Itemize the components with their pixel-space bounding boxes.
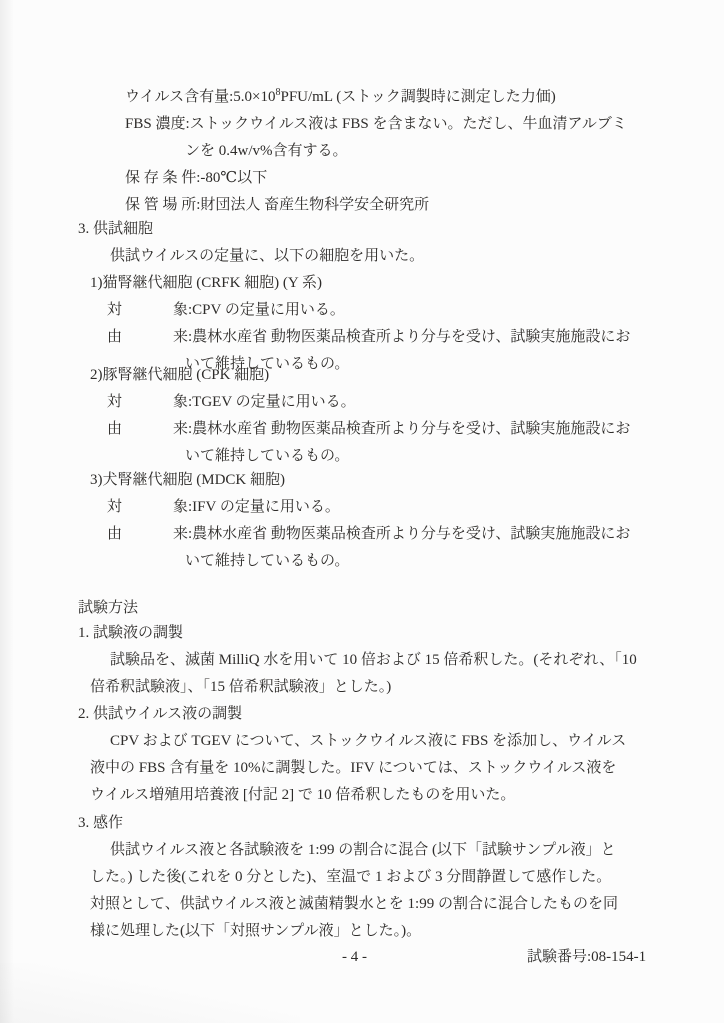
virus-content-exponent: 8 — [275, 87, 281, 98]
method-subsection-2 — [78, 701, 626, 809]
origin-label: 由 — [107, 329, 123, 345]
test-number: 試験番号:08-154-1 — [527, 949, 647, 965]
subsection-text-line: 供試ウイルス液と各試験液を 1:99 の割合に混合 (以下「試験サンプル液」と — [110, 842, 616, 858]
cell-origin-row — [107, 324, 630, 351]
subsection-text-line: CPV および TGEV について、ストックウイルス液に FBS を添加し、ウイルス — [110, 733, 627, 749]
virus-content-line — [125, 84, 627, 111]
origin-continuation: いて維持しているもの。 — [185, 356, 350, 372]
storage-place-line: 保 管 場 所:財団法人 畜産生物科学安全研究所 — [125, 197, 430, 213]
storage-condition-line: 保 存 条 件:-80℃以下 — [125, 170, 268, 186]
cell-origin-row — [107, 521, 630, 548]
subsection-text-line: 液中の FBS 含有量を 10%に調製した。IFV については、ストックウイルス液を — [90, 760, 617, 776]
origin-label: 由 — [107, 421, 123, 437]
cell-target-row — [107, 297, 630, 324]
cell-origin-row — [107, 416, 630, 443]
virus-content-suffix: PFU/mL (ストック調製時に測定した力価) — [280, 89, 556, 105]
page-number: - 4 - — [342, 949, 367, 965]
origin-text: 来:農林水産省 動物医薬品検査所より分与を受け、試験実施施設にお — [173, 329, 631, 345]
subsection-heading: 1. 試験液の調製 — [78, 625, 184, 641]
cells-section-heading: 3. 供試細胞 — [78, 221, 154, 237]
cell-group-cpk — [90, 362, 630, 470]
subsection-heading: 3. 感作 — [78, 815, 124, 831]
origin-continuation: いて維持しているもの。 — [185, 448, 350, 464]
target-text: 象:IFV の定量に用いる。 — [173, 499, 340, 515]
cell-group-title: 1)猫腎継代細胞 (CRFK 細胞) (Y 系) — [90, 275, 322, 291]
target-label: 対 — [107, 302, 123, 318]
virus-content-prefix: ウイルス含有量:5.0×10 — [125, 89, 276, 105]
method-subsection-1 — [78, 620, 637, 701]
subsection-text-line: した。) した後(これを 0 分とした)、室温で 1 および 3 分間静置して感作した。 — [90, 869, 612, 885]
stock-info-block — [125, 84, 627, 219]
target-text: 象:CPV の定量に用いる。 — [173, 302, 345, 318]
fbs-concentration-continuation: ンを 0.4w/v%含有する。 — [185, 143, 348, 159]
origin-text: 来:農林水産省 動物医薬品検査所より分与を受け、試験実施施設にお — [173, 526, 631, 542]
subsection-text-line: 対照として、供試ウイルス液と滅菌精製水とを 1:99 の割合に混合したものを同 — [90, 896, 618, 912]
cell-group-title: 2)豚腎継代細胞 (CPK 細胞) — [90, 367, 270, 383]
subsection-text-line: 試験品を、滅菌 MilliQ 水を用いて 10 倍および 15 倍希釈した。(それぞれ、「10 — [110, 652, 637, 668]
target-label: 対 — [107, 499, 123, 515]
cell-group-title: 3)犬腎継代細胞 (MDCK 細胞) — [90, 472, 285, 488]
cell-target-row — [107, 389, 630, 416]
subsection-text-line: 倍希釈試験液」、「15 倍希釈試験液」とした。) — [90, 679, 392, 695]
cell-target-row — [107, 494, 630, 521]
target-text: 象:TGEV の定量に用いる。 — [173, 394, 356, 410]
subsection-text-line: 様に処理した(以下「対照サンプル液」とした。)。 — [90, 923, 422, 939]
method-subsection-3 — [78, 810, 618, 945]
subsection-text-line: ウイルス増殖用培養液 [付記 2] で 10 倍希釈したものを用いた。 — [90, 787, 516, 803]
subsection-heading: 2. 供試ウイルス液の調製 — [78, 706, 243, 722]
target-label: 対 — [107, 394, 123, 410]
fbs-concentration-line: FBS 濃度:ストックウイルス液は FBS を含まない。ただし、牛血清アルブミ — [125, 116, 627, 132]
origin-label: 由 — [107, 526, 123, 542]
cell-group-mdck — [90, 467, 630, 575]
origin-continuation: いて維持しているもの。 — [185, 553, 350, 569]
method-section-heading: 試験方法 — [78, 600, 139, 616]
cells-section-intro: 供試ウイルスの定量に、以下の細胞を用いた。 — [110, 248, 425, 264]
origin-text: 来:農林水産省 動物医薬品検査所より分与を受け、試験実施施設にお — [173, 421, 631, 437]
